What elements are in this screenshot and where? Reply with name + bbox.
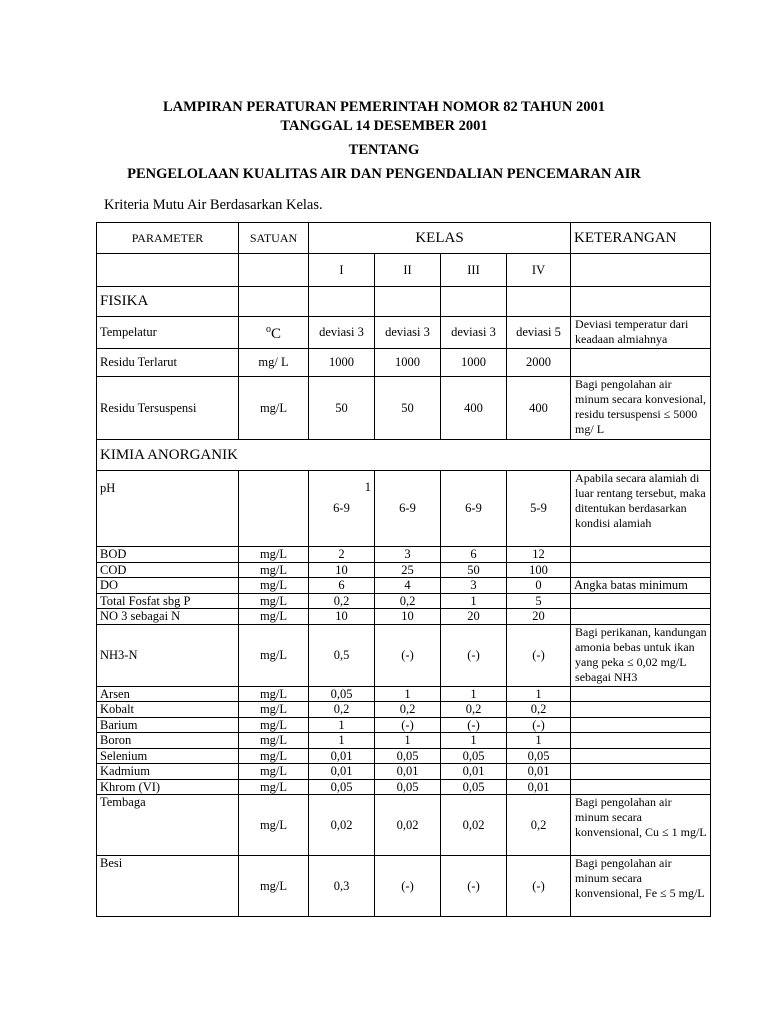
note-cell [571, 686, 711, 702]
unit-cell: mg/L [239, 733, 309, 749]
value-cell: 0,02 [441, 795, 507, 856]
value-cell: 5-9 [507, 471, 571, 547]
value-cell: deviasi 3 [309, 317, 375, 349]
value-cell: 1000 [441, 349, 507, 377]
note-cell: Bagi pengolahan air minum secara konvesional, residu tersuspensi ≤ 5000 mg/ L [571, 377, 711, 440]
unit-cell: mg/L [239, 593, 309, 609]
table-row [97, 471, 711, 547]
param-cell: Tempelatur [97, 317, 239, 349]
value-cell: 0,2 [309, 702, 375, 718]
unit-cell: mg/L [239, 686, 309, 702]
col-satuan: SATUAN [239, 223, 309, 254]
value-cell: 3 [441, 578, 507, 594]
table-row [97, 779, 711, 795]
unit-cell: mg/ L [239, 349, 309, 377]
value-cell: 4 [375, 578, 441, 594]
unit-cell: mg/L [239, 609, 309, 625]
value-cell: 0,01 [375, 764, 441, 780]
unit-cell: mg/L [239, 795, 309, 856]
table-row [97, 593, 711, 609]
note-cell [571, 779, 711, 795]
note-cell: Bagi pengolahan air minum secara konvensional, Fe ≤ 5 mg/L [571, 856, 711, 917]
unit-cell: mg/L [239, 764, 309, 780]
value-cell: 1 [507, 733, 571, 749]
empty-cell [239, 254, 309, 287]
value-cell: 0,01 [309, 748, 375, 764]
value-cell: 0,01 [507, 779, 571, 795]
value-cell: (-) [507, 624, 571, 686]
note-cell: Deviasi temperatur dari keadaan almiahnya [571, 317, 711, 349]
value-cell: (-) [507, 717, 571, 733]
value-cell: 0,02 [375, 795, 441, 856]
note-cell [571, 717, 711, 733]
value-cell: (-) [441, 717, 507, 733]
unit-cell [239, 471, 309, 547]
table-row [97, 686, 711, 702]
value-cell [309, 471, 375, 547]
value-cell: 0,3 [309, 856, 375, 917]
value-cell: 0 [507, 578, 571, 594]
empty-cell [571, 254, 711, 287]
value-cell: 400 [441, 377, 507, 440]
value-cell: 0,2 [375, 702, 441, 718]
note-cell: Angka batas minimum [571, 578, 711, 594]
unit-cell: $^o$C [239, 317, 309, 349]
table-row [97, 733, 711, 749]
value-cell: 1 [507, 686, 571, 702]
note-cell [571, 562, 711, 578]
note-cell [571, 748, 711, 764]
unit-cell: mg/L [239, 578, 309, 594]
unit-cell: mg/L [239, 702, 309, 718]
note-cell [571, 733, 711, 749]
note-cell: Apabila secara alamiah di luar rentang tersebut, maka ditentukan berdasarkan kondisi alamiah [571, 471, 711, 547]
title-line-3: TENTANG [348, 142, 420, 158]
value-cell: 0,01 [441, 764, 507, 780]
value-cell: deviasi 3 [375, 317, 441, 349]
value-cell: (-) [441, 624, 507, 686]
value-cell: 100 [507, 562, 571, 578]
kelas-iii: III [441, 254, 507, 287]
value-cell: 6 [441, 547, 507, 563]
param-cell: pH [97, 471, 239, 547]
unit-cell: mg/L [239, 377, 309, 440]
param-cell: Tembaga [97, 795, 239, 856]
unit-cell: mg/L [239, 856, 309, 917]
value-cell: 10 [375, 609, 441, 625]
table-row [97, 795, 711, 856]
unit-cell: mg/L [239, 779, 309, 795]
ph-superscript: 1 [364, 480, 371, 494]
table-row [97, 377, 711, 440]
col-kelas: KELAS [309, 223, 571, 254]
param-cell: Selenium [97, 748, 239, 764]
table-row [97, 624, 711, 686]
title-line-4: PENGELOLAAN KUALITAS AIR DAN PENGENDALIAN PENCEMARAN AIR [127, 166, 641, 182]
value-cell: 10 [309, 562, 375, 578]
value-cell: 1000 [375, 349, 441, 377]
table-row [97, 578, 711, 594]
value-cell: 0,5 [309, 624, 375, 686]
value-cell: 0,01 [309, 764, 375, 780]
value-cell: 2000 [507, 349, 571, 377]
note-cell [571, 593, 711, 609]
value-cell: 1000 [309, 349, 375, 377]
table-row [97, 562, 711, 578]
param-cell: BOD [97, 547, 239, 563]
value-cell: 1 [441, 686, 507, 702]
param-cell: Khrom (VI) [97, 779, 239, 795]
value-cell: 6-9 [441, 471, 507, 547]
param-cell: Residu Terlarut [97, 349, 239, 377]
value-cell: 6-9 [375, 471, 441, 547]
value-cell: 0,05 [309, 779, 375, 795]
empty-cell [97, 254, 239, 287]
param-cell: NO 3 sebagai N [97, 609, 239, 625]
kelas-ii: II [375, 254, 441, 287]
unit-cell: mg/L [239, 547, 309, 563]
unit-cell: mg/L [239, 562, 309, 578]
note-cell [571, 609, 711, 625]
table-row [97, 702, 711, 718]
table-row [97, 317, 711, 349]
value-cell: 1 [375, 686, 441, 702]
value-cell: 0,2 [309, 593, 375, 609]
section-fisika: FISIKA [97, 287, 239, 317]
value-cell: deviasi 3 [441, 317, 507, 349]
value-cell: 5 [507, 593, 571, 609]
unit-cell: mg/L [239, 717, 309, 733]
note-cell [571, 547, 711, 563]
param-cell: Boron [97, 733, 239, 749]
value-cell: 0,05 [375, 748, 441, 764]
value-cell: 1 [441, 593, 507, 609]
value-cell: 0,2 [507, 795, 571, 856]
table-row [97, 349, 711, 377]
table-row [97, 717, 711, 733]
table-row [97, 856, 711, 917]
header-row [97, 223, 711, 254]
value-cell: 0,05 [375, 779, 441, 795]
value-cell: 0,05 [441, 748, 507, 764]
value-cell: 0,02 [309, 795, 375, 856]
note-cell: Bagi perikanan, kandungan amonia bebas untuk ikan yang peka ≤ 0,02 mg/L sebagai NH3 [571, 624, 711, 686]
value-cell: 1 [441, 733, 507, 749]
param-cell: Barium [97, 717, 239, 733]
value-cell: 400 [507, 377, 571, 440]
param-cell: NH3-N [97, 624, 239, 686]
table-row [97, 609, 711, 625]
value-cell: 1 [309, 717, 375, 733]
value-cell: 20 [507, 609, 571, 625]
table-row [97, 764, 711, 780]
ph-value-i: 6-9 [333, 501, 350, 516]
param-cell: DO [97, 578, 239, 594]
kelas-row [97, 254, 711, 287]
col-parameter: PARAMETER [97, 223, 239, 254]
value-cell: 0,05 [441, 779, 507, 795]
value-cell: 20 [441, 609, 507, 625]
value-cell: 1 [309, 733, 375, 749]
value-cell: (-) [375, 624, 441, 686]
param-cell: Kobalt [97, 702, 239, 718]
section-kimia-row [97, 440, 711, 471]
note-cell [571, 349, 711, 377]
param-cell: Besi [97, 856, 239, 917]
value-cell: 25 [375, 562, 441, 578]
param-cell: Kadmium [97, 764, 239, 780]
unit-cell: mg/L [239, 624, 309, 686]
param-cell: Arsen [97, 686, 239, 702]
value-cell: 0,01 [507, 764, 571, 780]
param-cell: COD [97, 562, 239, 578]
param-cell: Total Fosfat sbg P [97, 593, 239, 609]
note-cell [571, 764, 711, 780]
kelas-iv: IV [507, 254, 571, 287]
kelas-i: I [309, 254, 375, 287]
value-cell: (-) [441, 856, 507, 917]
value-cell: 3 [375, 547, 441, 563]
value-cell: 0,2 [441, 702, 507, 718]
value-cell: 0,2 [507, 702, 571, 718]
value-cell: 12 [507, 547, 571, 563]
value-cell: 6 [309, 578, 375, 594]
intro-text: Kriteria Mutu Air Berdasarkan Kelas. [104, 197, 323, 213]
value-cell: 10 [309, 609, 375, 625]
value-cell: (-) [375, 856, 441, 917]
table-row [97, 748, 711, 764]
value-cell: 0,05 [507, 748, 571, 764]
value-cell: 50 [375, 377, 441, 440]
unit-cell: mg/L [239, 748, 309, 764]
value-cell: (-) [375, 717, 441, 733]
value-cell: deviasi 5 [507, 317, 571, 349]
value-cell: (-) [507, 856, 571, 917]
section-kimia: KIMIA ANORGANIK [97, 440, 711, 471]
section-fisika-row [97, 287, 711, 317]
quality-criteria-table [96, 222, 711, 917]
col-keterangan: KETERANGAN [571, 223, 711, 254]
value-cell: 50 [309, 377, 375, 440]
value-cell: 2 [309, 547, 375, 563]
title-line-2: TANGGAL 14 DESEMBER 2001 [280, 118, 488, 134]
value-cell: 0,2 [375, 593, 441, 609]
note-cell [571, 702, 711, 718]
param-cell: Residu Tersuspensi [97, 377, 239, 440]
table-row [97, 547, 711, 563]
title-line-1: LAMPIRAN PERATURAN PEMERINTAH NOMOR 82 TAHUN 2001 [163, 99, 605, 115]
value-cell: 0,05 [309, 686, 375, 702]
value-cell: 1 [375, 733, 441, 749]
value-cell: 50 [441, 562, 507, 578]
note-cell: Bagi pengolahan air minum secara konvensional, Cu ≤ 1 mg/L [571, 795, 711, 856]
